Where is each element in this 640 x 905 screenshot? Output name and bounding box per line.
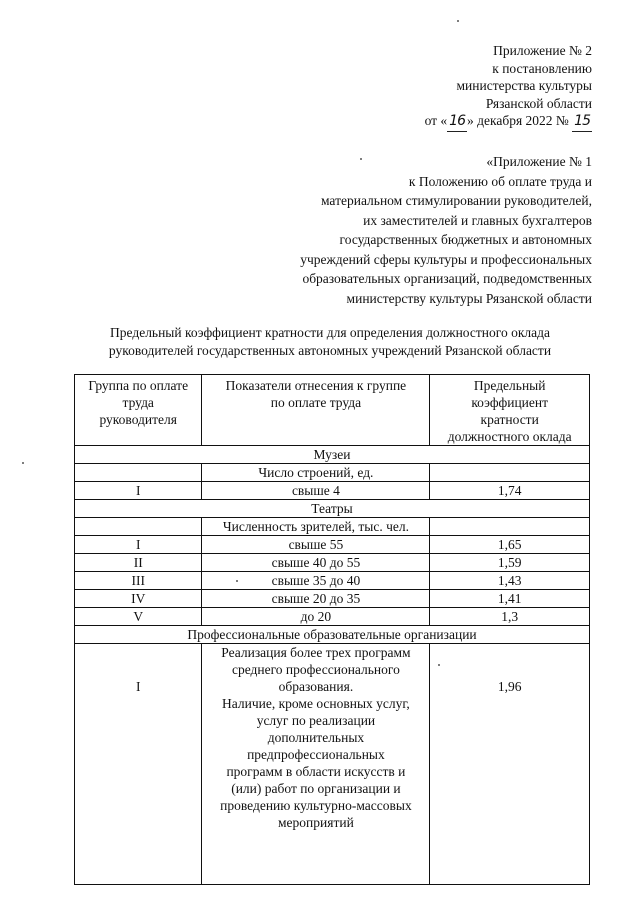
section-title: Музеи [75, 446, 590, 464]
group-cell: III [75, 572, 202, 590]
header-text: Предельный [473, 378, 546, 393]
criterion-line: (или) работ по организации и [231, 781, 401, 796]
criterion-line: дополнительных [267, 730, 365, 745]
group-cell: I [75, 536, 202, 554]
table-row [75, 554, 590, 572]
table-title-line: Предельный коэффициент кратности для определения должностного оклада [110, 325, 550, 340]
appendix-ref-line: к постановлению [492, 60, 592, 76]
header-indicators [202, 375, 430, 446]
annex1-line: материальном стимулировании руководителей, [320, 193, 592, 208]
section-row-theatres [75, 500, 590, 518]
annex1-line: министерству культуры Рязанской области [346, 290, 592, 306]
resolution-date-line [425, 112, 592, 132]
coef-cell: 1,74 [430, 482, 590, 500]
table-header-row [75, 375, 590, 446]
date-middle: » декабря 2022 № [467, 113, 569, 128]
criterion-line: Реализация более трех программ [221, 645, 411, 660]
criterion-cell: свыше 55 [202, 536, 430, 554]
table-row [75, 482, 590, 500]
table-row [75, 536, 590, 554]
empty-cell [75, 464, 202, 482]
annex1-line: «Приложение № 1 [486, 154, 592, 169]
handwritten-day: 16 [447, 113, 467, 132]
header-text: руководителя [99, 412, 177, 427]
indicator-label: Численность зрителей, тыс. чел. [202, 518, 430, 536]
annex1-reference [300, 152, 592, 308]
coef-cell: 1,59 [430, 554, 590, 572]
table-title [60, 324, 600, 360]
region-line: Рязанской области [485, 95, 592, 111]
empty-cell [75, 518, 202, 536]
table-title-line: руководителей государственных автономных учреждений Рязанской области [108, 343, 552, 358]
table-row [75, 644, 590, 885]
section-row-museums [75, 446, 590, 464]
scan-speck [236, 580, 238, 582]
scan-speck [22, 462, 24, 464]
criterion-cell: свыше 35 до 40 [202, 572, 430, 590]
group-cell: I [75, 482, 202, 500]
annex1-line: государственных бюджетных и автономных [339, 232, 592, 247]
appendix-number: Приложение № 2 [493, 43, 592, 58]
coef-cell: 1,3 [430, 608, 590, 626]
table-row [75, 608, 590, 626]
criterion-line: проведению культурно-массовых [220, 798, 412, 813]
section-row-education [75, 626, 590, 644]
criterion-cell: свыше 4 [202, 482, 430, 500]
section-title: Театры [75, 500, 590, 518]
criterion-cell-multiline [202, 644, 430, 885]
coef-cell: 1,41 [430, 590, 590, 608]
scan-speck [457, 20, 459, 22]
header-text: Группа по оплате [88, 378, 189, 393]
criterion-line: предпрофессиональных [247, 747, 385, 762]
section-title: Профессиональные образовательные организации [75, 626, 590, 644]
table-row [75, 590, 590, 608]
header-text: кратности [480, 412, 539, 427]
annex1-line: их заместителей и главных бухгалтеров [363, 212, 592, 228]
header-text: коэффициент [471, 395, 549, 410]
date-prefix: от « [424, 113, 448, 128]
criterion-line: услуг по реализации [256, 713, 376, 728]
criterion-line: Наличие, кроме основных услуг, [222, 696, 410, 711]
indicator-label: Число строений, ед. [202, 464, 430, 482]
header-text: по оплате труда [270, 395, 362, 410]
annex1-line: учреждений сферы культуры и профессиональных [300, 251, 592, 267]
indicator-row [75, 518, 590, 536]
group-cell: V [75, 608, 202, 626]
coef-cell: 1,43 [430, 572, 590, 590]
annex1-line: образовательных организаций, подведомственных [302, 271, 592, 286]
scan-speck [438, 664, 440, 666]
criterion-cell: до 20 [202, 608, 430, 626]
group-cell: IV [75, 590, 202, 608]
handwritten-number: 15 [572, 113, 592, 132]
criterion-cell: свыше 40 до 55 [202, 554, 430, 572]
appendix-header [425, 42, 592, 132]
empty-cell [430, 464, 590, 482]
group-cell: I [75, 644, 202, 885]
ministry-line: министерства культуры [456, 78, 592, 93]
coefficient-table [74, 374, 590, 885]
scan-speck [360, 158, 362, 160]
annex1-line: к Положению об оплате труда и [408, 173, 592, 189]
criterion-line: образования. [278, 679, 354, 694]
group-cell: II [75, 554, 202, 572]
coef-cell: 1,96 [430, 644, 590, 885]
table-row [75, 572, 590, 590]
header-text: труда [122, 395, 154, 410]
header-coefficient [430, 375, 590, 446]
header-text: Показатели отнесения к группе [225, 378, 407, 393]
coef-cell: 1,65 [430, 536, 590, 554]
criterion-line: программ в области искусств и [226, 764, 406, 779]
criterion-line: мероприятий [278, 815, 354, 830]
header-text: должностного оклада [447, 429, 572, 444]
empty-cell [430, 518, 590, 536]
header-group [75, 375, 202, 446]
criterion-line: среднего профессионального [231, 662, 400, 677]
criterion-cell: свыше 20 до 35 [202, 590, 430, 608]
indicator-row [75, 464, 590, 482]
